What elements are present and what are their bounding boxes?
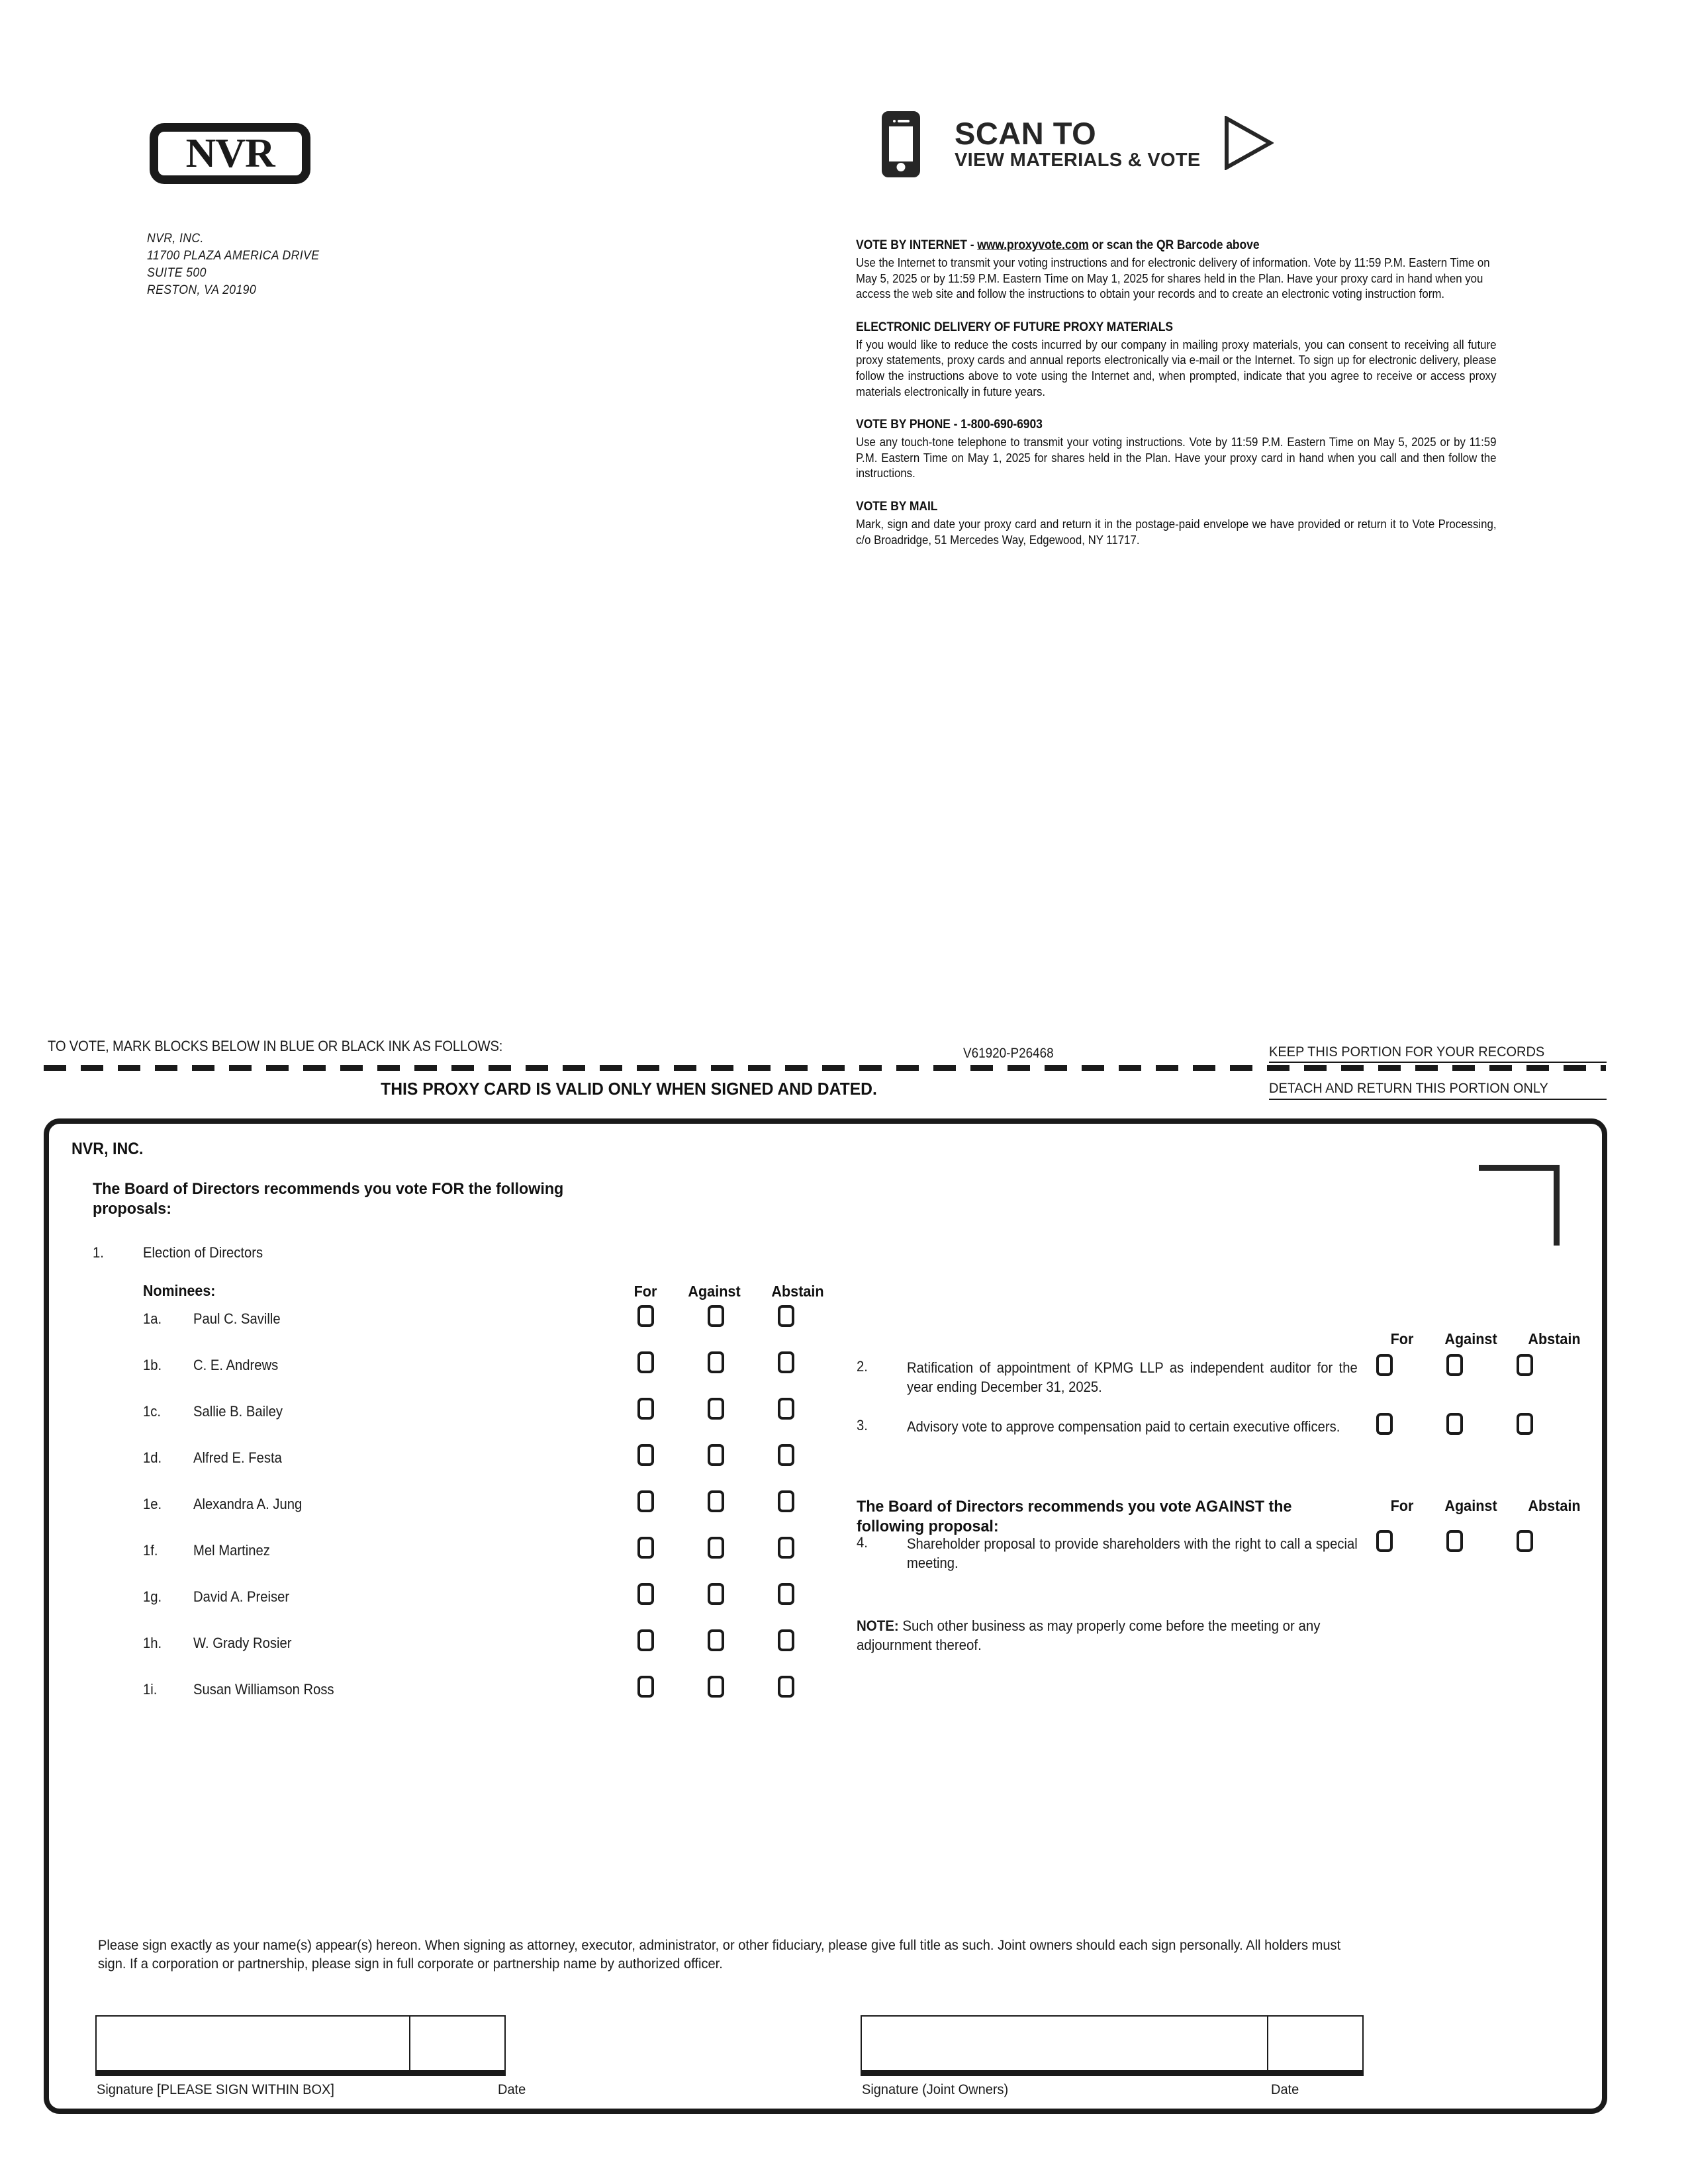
nominee-name: Sallie B. Bailey bbox=[193, 1403, 283, 1420]
proposal-1-title: Election of Directors bbox=[143, 1244, 263, 1261]
signature-label-primary: Signature [PLEASE SIGN WITHIN BOX] bbox=[97, 2081, 334, 2097]
vote-checkbox-for[interactable] bbox=[1376, 1413, 1393, 1435]
vote-checkbox-abstain[interactable] bbox=[1517, 1413, 1533, 1435]
vote-by-internet-body: Use the Internet to transmit your voting instructions and for electronic delivery of information. Vote by 11:59 P.M. Eastern Time on May 5, 2025 or by 11:59 P.M. Eastern Time on May 1, 2025 for shares held in the Plan. Have your proxy card in hand when you access the web site and follow the instructions to obtain your records and to create an electronic voting instruction form. bbox=[856, 255, 1490, 301]
vote-checkbox-for[interactable] bbox=[637, 1676, 654, 1698]
phone-camera-dot bbox=[893, 120, 896, 122]
vote-checkbox-for[interactable] bbox=[637, 1398, 654, 1420]
nominee-row bbox=[143, 1398, 871, 1431]
address-line-3: SUITE 500 bbox=[147, 266, 207, 280]
note-text: Such other business as may properly come before the meeting or any adjournment thereof. bbox=[857, 1617, 1321, 1653]
control-number: V61920-P26468 bbox=[963, 1046, 1054, 1061]
vote-checkbox-against[interactable] bbox=[708, 1351, 724, 1373]
vote-checkbox-against[interactable] bbox=[708, 1676, 724, 1698]
signature-date-divider bbox=[409, 2017, 410, 2070]
proxyvote-link[interactable]: www.proxyvote.com bbox=[977, 238, 1089, 252]
scan-text-block bbox=[955, 117, 1201, 171]
vote-checkbox-against[interactable] bbox=[708, 1305, 724, 1327]
nominee-key: 1e. bbox=[143, 1496, 162, 1512]
address-line-1: NVR, INC. bbox=[147, 232, 204, 246]
nominee-key: 1h. bbox=[143, 1635, 162, 1651]
nvr-logo bbox=[150, 123, 310, 184]
right-column-header-against-1: Against bbox=[1444, 1330, 1497, 1347]
nominee-key: 1a. bbox=[143, 1310, 162, 1327]
vote-by-internet-heading-pre: VOTE BY INTERNET - bbox=[856, 238, 978, 252]
vote-checkbox-abstain[interactable] bbox=[778, 1676, 794, 1698]
right-column-header-against-2: Against bbox=[1444, 1497, 1497, 1514]
proposal-number: 4. bbox=[857, 1534, 868, 1551]
signature-field-primary[interactable] bbox=[95, 2015, 506, 2076]
nominee-row bbox=[143, 1444, 871, 1477]
proposal-1-number: 1. bbox=[93, 1244, 104, 1261]
vote-checkbox-against[interactable] bbox=[708, 1398, 724, 1420]
proposal-text: Shareholder proposal to provide shareholders with the right to call a special meeting. bbox=[907, 1535, 1358, 1571]
vote-checkbox-abstain[interactable] bbox=[778, 1537, 794, 1559]
corner-registration-mark bbox=[1479, 1165, 1560, 1246]
vote-checkbox-for[interactable] bbox=[637, 1490, 654, 1512]
electronic-delivery-heading: ELECTRONIC DELIVERY OF FUTURE PROXY MATERIALS bbox=[856, 319, 1173, 334]
vote-checkbox-against[interactable] bbox=[1446, 1530, 1463, 1552]
nominee-name: David A. Preiser bbox=[193, 1588, 290, 1605]
date-label-primary: Date bbox=[498, 2081, 526, 2097]
vote-checkbox-abstain[interactable] bbox=[778, 1490, 794, 1512]
signature-field-joint[interactable] bbox=[861, 2015, 1364, 2076]
proxy-card-valid-notice: THIS PROXY CARD IS VALID ONLY WHEN SIGNED AND DATED. bbox=[381, 1079, 877, 1099]
signature-label-joint: Signature (Joint Owners) bbox=[862, 2081, 1009, 2097]
proposal-number: 3. bbox=[857, 1417, 868, 1433]
board-recommends-for-text: The Board of Directors recommends you vote FOR the following proposals: bbox=[93, 1180, 564, 1218]
scan-to-vote-banner bbox=[882, 111, 1274, 177]
nominee-key: 1c. bbox=[143, 1403, 162, 1420]
vote-checkbox-against[interactable] bbox=[708, 1629, 724, 1651]
vote-checkbox-for[interactable] bbox=[637, 1629, 654, 1651]
card-company-name: NVR, INC. bbox=[71, 1140, 144, 1158]
smartphone-icon bbox=[882, 111, 920, 177]
nominee-name: Mel Martinez bbox=[193, 1542, 270, 1559]
nominee-row bbox=[143, 1490, 871, 1524]
vote-checkbox-against[interactable] bbox=[1446, 1354, 1463, 1376]
proposal-text: Ratification of appointment of KPMG LLP as independent auditor for the year ending December 31, 2025. bbox=[907, 1359, 1358, 1395]
phone-home-button bbox=[897, 163, 906, 171]
electronic-delivery-body: If you would like to reduce the costs incurred by our company in mailing proxy materials, you can consent to receiving all future proxy statements, proxy cards and annual reports electronically via e-mail or the Internet. To sign up for electronic delivery, please follow the instructions above to vote using the Internet and, when prompted, indicate that you agree to receive or access proxy materials electronically in future years. bbox=[856, 337, 1497, 398]
left-column-header-against: Against bbox=[688, 1283, 741, 1300]
note-label: NOTE: bbox=[857, 1617, 899, 1634]
vote-checkbox-against[interactable] bbox=[708, 1444, 724, 1466]
nvr-logo-text: NVR bbox=[185, 131, 275, 176]
right-column-header-abstain-2: Abstain bbox=[1528, 1497, 1581, 1514]
scan-subheadline: VIEW MATERIALS & VOTE bbox=[955, 150, 1201, 171]
vote-checkbox-abstain[interactable] bbox=[778, 1583, 794, 1605]
proposal-text: Advisory vote to approve compensation paid to certain executive officers. bbox=[907, 1418, 1340, 1435]
vote-checkbox-abstain[interactable] bbox=[1517, 1530, 1533, 1552]
address-line-4: RESTON, VA 20190 bbox=[147, 283, 257, 297]
board-recommends-against-text: The Board of Directors recommends you vote AGAINST the following proposal: bbox=[857, 1498, 1292, 1535]
nominee-row bbox=[143, 1351, 871, 1385]
vote-checkbox-for[interactable] bbox=[637, 1305, 654, 1327]
vote-checkbox-abstain[interactable] bbox=[778, 1444, 794, 1466]
phone-speaker-slot bbox=[898, 120, 910, 122]
nominee-name: C. E. Andrews bbox=[193, 1357, 279, 1373]
right-column-header-for-1: For bbox=[1390, 1330, 1414, 1347]
vote-checkbox-abstain[interactable] bbox=[778, 1305, 794, 1327]
signature-joint-date-divider bbox=[1267, 2017, 1268, 2070]
vote-checkbox-for[interactable] bbox=[637, 1351, 654, 1373]
vote-by-mail-body: Mark, sign and date your proxy card and return it in the postage-paid envelope we have provided or return it to Vote Processing, c/o Broadridge, 51 Mercedes Way, Edgewood, NY 11717. bbox=[856, 516, 1497, 547]
nominee-key: 1f. bbox=[143, 1542, 158, 1559]
voting-instructions bbox=[856, 237, 1497, 547]
vote-checkbox-abstain[interactable] bbox=[778, 1629, 794, 1651]
nominee-key: 1d. bbox=[143, 1449, 162, 1466]
phone-screen bbox=[889, 126, 913, 161]
vote-checkbox-for[interactable] bbox=[637, 1583, 654, 1605]
nominee-key: 1i. bbox=[143, 1681, 158, 1698]
vote-checkbox-for[interactable] bbox=[1376, 1354, 1393, 1376]
nominee-name: W. Grady Rosier bbox=[193, 1635, 292, 1651]
nominee-row bbox=[143, 1537, 871, 1570]
address-line-2: 11700 PLAZA AMERICA DRIVE bbox=[147, 249, 320, 263]
vote-by-phone-heading: VOTE BY PHONE - 1-800-690-6903 bbox=[856, 417, 1043, 432]
vote-checkbox-against[interactable] bbox=[708, 1583, 724, 1605]
nominee-key: 1g. bbox=[143, 1588, 162, 1605]
vote-checkbox-against[interactable] bbox=[708, 1537, 724, 1559]
detach-dashed-line bbox=[44, 1065, 1606, 1071]
vote-by-internet-heading bbox=[856, 237, 1432, 253]
vote-by-internet-heading-post: or scan the QR Barcode above bbox=[1088, 238, 1260, 252]
nominee-row bbox=[143, 1676, 871, 1709]
vote-by-mail-heading: VOTE BY MAIL bbox=[856, 498, 938, 514]
vote-checkbox-abstain[interactable] bbox=[778, 1351, 794, 1373]
detach-portion-label: DETACH AND RETURN THIS PORTION ONLY bbox=[1269, 1080, 1548, 1096]
to-vote-instruction-label: TO VOTE, MARK BLOCKS BELOW IN BLUE OR BLACK INK AS FOLLOWS: bbox=[48, 1038, 503, 1054]
vote-checkbox-for[interactable] bbox=[637, 1537, 654, 1559]
vote-checkbox-for[interactable] bbox=[1376, 1530, 1393, 1552]
nominee-row bbox=[143, 1305, 871, 1338]
nominees-label: Nominees: bbox=[143, 1282, 216, 1299]
signature-instructions: Please sign exactly as your name(s) appear(s) hereon. When signing as attorney, executor, administrator, or other fiduciary, please give full title as such. Joint owners should each sign personally. All holders must sign. If a corporation or partnership, please sign in full corporate or partnership name by authorized officer. bbox=[98, 1937, 1341, 1972]
date-label-joint: Date bbox=[1271, 2081, 1299, 2097]
detach-portion-rule bbox=[1269, 1099, 1607, 1100]
vote-checkbox-for[interactable] bbox=[637, 1444, 654, 1466]
nominee-row bbox=[143, 1629, 871, 1662]
keep-portion-rule bbox=[1269, 1062, 1607, 1063]
keep-portion-label: KEEP THIS PORTION FOR YOUR RECORDS bbox=[1269, 1044, 1545, 1060]
proposal-number: 2. bbox=[857, 1358, 868, 1375]
nominee-row bbox=[143, 1583, 871, 1616]
vote-by-phone-body: Use any touch-tone telephone to transmit your voting instructions. Vote by 11:59 P.M. Eastern Time on May 5, 2025 or by 11:59 P.M. Eastern Time on May 1, 2025 for shares held in the Plan. Have your proxy card in hand when you call and then follow the instructions. bbox=[856, 435, 1497, 480]
right-column-header-abstain-1: Abstain bbox=[1528, 1330, 1581, 1347]
vote-checkbox-against[interactable] bbox=[708, 1490, 724, 1512]
vote-checkbox-against[interactable] bbox=[1446, 1413, 1463, 1435]
nominee-name: Alexandra A. Jung bbox=[193, 1496, 303, 1512]
vote-checkbox-abstain[interactable] bbox=[1517, 1354, 1533, 1376]
company-logo-block bbox=[150, 123, 310, 184]
nominee-name: Alfred E. Festa bbox=[193, 1449, 282, 1466]
left-column-header-abstain: Abstain bbox=[771, 1283, 824, 1300]
nominee-key: 1b. bbox=[143, 1357, 162, 1373]
triangle-arrow-icon bbox=[1223, 116, 1274, 173]
right-column-header-for-2: For bbox=[1390, 1497, 1414, 1514]
scan-headline: SCAN TO bbox=[955, 116, 1097, 151]
nominee-name: Paul C. Saville bbox=[193, 1310, 281, 1327]
vote-checkbox-abstain[interactable] bbox=[778, 1398, 794, 1420]
company-address bbox=[147, 230, 319, 299]
note-block bbox=[857, 1616, 1343, 1655]
nominee-name: Susan Williamson Ross bbox=[193, 1681, 334, 1698]
left-column-header-for: For bbox=[633, 1283, 657, 1300]
